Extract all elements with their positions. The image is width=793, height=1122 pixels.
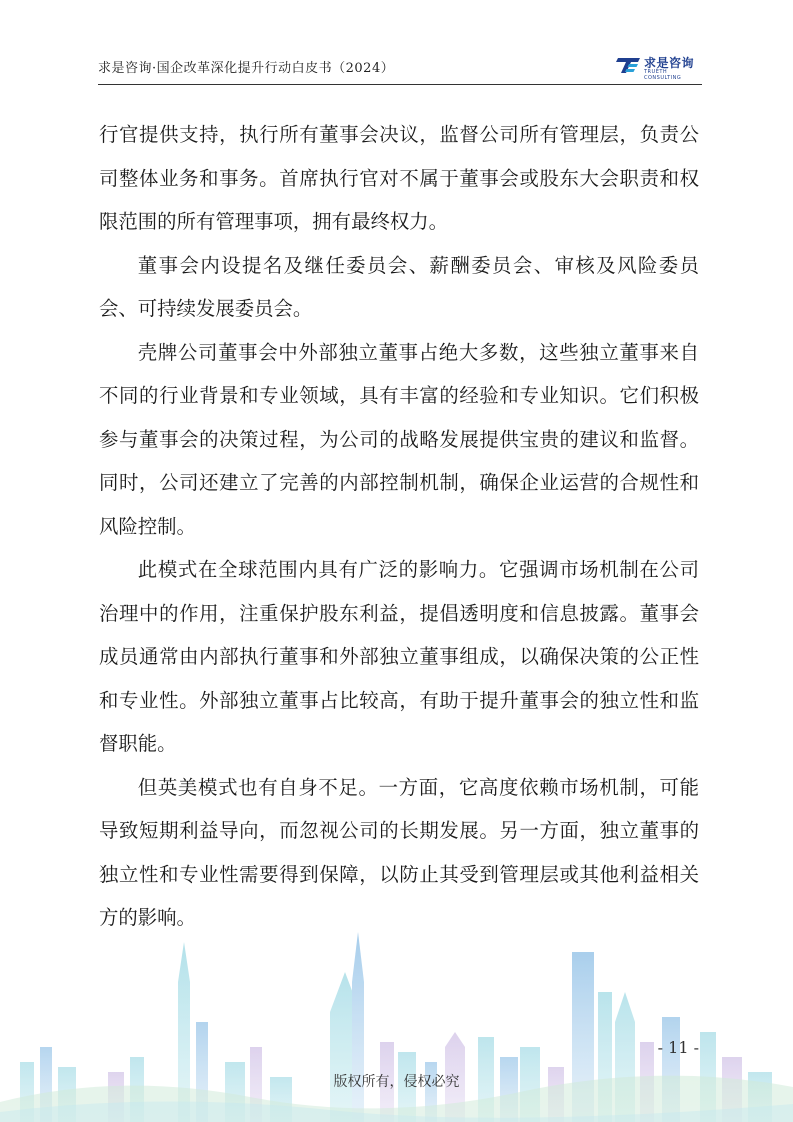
header-title: 求是咨询·国企改革深化提升行动白皮书（2024） — [98, 61, 395, 76]
logo-text-cn: 求是咨询 — [644, 56, 695, 70]
page-header — [98, 52, 702, 85]
copyright-footer: 版权所有，侵权必究 — [333, 1074, 460, 1090]
body-paragraph: 壳牌公司董事会中外部独立董事占绝大多数，这些独立董事来自不同的行业背景和专业领域，具有丰富的经验和专业知识。它们积极参与董事会的决策过程，为公司的战略发展提供宝贵的建议和监督。同时，公司还建立了完善的内部控制机制，确保企业运营的合规性和风险控制。 — [99, 340, 699, 538]
company-logo — [616, 54, 702, 81]
page-number: - 11 - — [657, 1038, 699, 1057]
body-paragraph: 董事会内设提名及继任委员会、薪酬委员会、审核及风险委员会、可持续发展委员会。 — [99, 253, 699, 320]
body-paragraph: 行官提供支持，执行所有董事会决议，监督公司所有管理层，负责公司整体业务和事务。首席执行官对不属于董事会或股东大会职责和权限范围的所有管理事项，拥有最终权力。 — [99, 123, 699, 233]
body-paragraph: 此模式在全球范围内具有广泛的影响力。它强调市场机制在公司治理中的作用，注重保护股东利益，提倡透明度和信息披露。董事会成员通常由内部执行董事和外部独立董事组成，以确保决策的公正性和专业性。外部独立董事占比较高，有助于提升董事会的独立性和监督职能。 — [99, 558, 699, 755]
logo-mark-icon — [616, 56, 642, 74]
document-body — [99, 113, 699, 940]
body-paragraph: 但英美模式也有自身不足。一方面，它高度依赖市场机制，可能导致短期利益导向，而忽视公司的长期发展。另一方面，独立董事的独立性和专业性需要得到保障，以防止其受到管理层或其他利益相关方的影响。 — [99, 775, 699, 929]
logo-text-en: TRUETH CONSULTING — [644, 69, 682, 81]
